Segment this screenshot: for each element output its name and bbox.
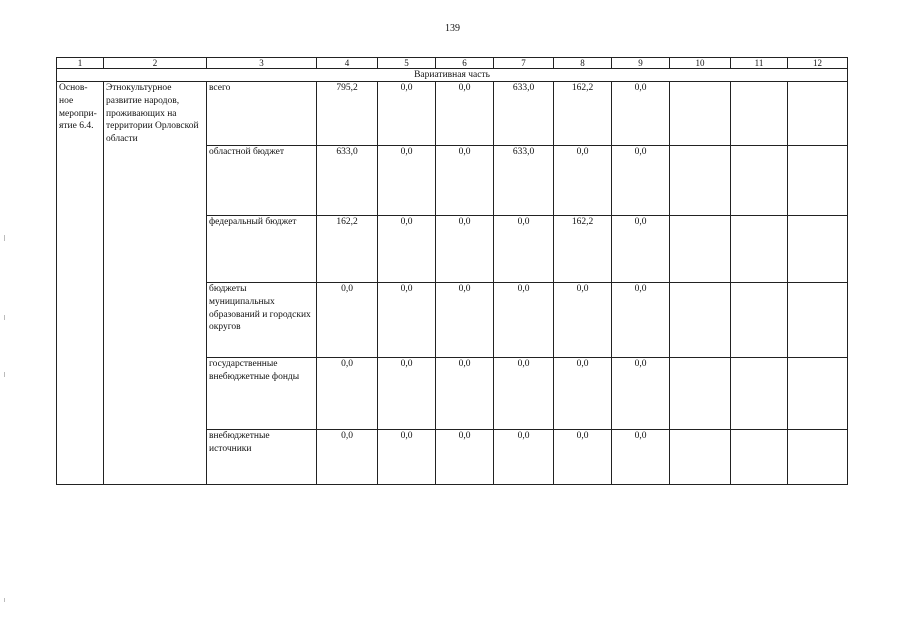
empty-cell — [788, 216, 848, 283]
value-cell: 0,0 — [612, 82, 670, 146]
column-number: 1 — [57, 58, 104, 69]
column-number: 12 — [788, 58, 848, 69]
column-number-row — [57, 58, 848, 69]
empty-cell — [670, 283, 731, 358]
value-cell: 0,0 — [436, 82, 494, 146]
value-cell: 0,0 — [612, 430, 670, 485]
value-cell: 0,0 — [554, 146, 612, 216]
value-cell: 162,2 — [554, 82, 612, 146]
value-cell: 0,0 — [436, 283, 494, 358]
value-cell: 0,0 — [436, 430, 494, 485]
value-cell: 0,0 — [554, 283, 612, 358]
value-cell: 0,0 — [378, 358, 436, 430]
empty-cell — [788, 283, 848, 358]
value-cell: 0,0 — [494, 430, 554, 485]
funding-source: бюджеты муниципальных образований и городских округов — [207, 283, 317, 358]
value-cell: 0,0 — [494, 358, 554, 430]
value-cell: 0,0 — [378, 82, 436, 146]
column-number: 5 — [378, 58, 436, 69]
section-title: Вариативная часть — [57, 69, 848, 82]
column-number: 2 — [104, 58, 207, 69]
value-cell: 795,2 — [317, 82, 378, 146]
value-cell: 0,0 — [436, 146, 494, 216]
funding-source: внебюджетные источники — [207, 430, 317, 485]
empty-cell — [788, 146, 848, 216]
empty-cell — [670, 358, 731, 430]
value-cell: 633,0 — [317, 146, 378, 216]
column-number: 8 — [554, 58, 612, 69]
column-number: 3 — [207, 58, 317, 69]
value-cell: 633,0 — [494, 82, 554, 146]
budget-table — [56, 57, 848, 485]
value-cell: 0,0 — [436, 216, 494, 283]
activity-name: Этнокультурное развитие народов, проживающих на территории Орловской области — [104, 82, 207, 485]
value-cell: 0,0 — [494, 216, 554, 283]
empty-cell — [731, 82, 788, 146]
column-number: 10 — [670, 58, 731, 69]
value-cell: 0,0 — [378, 430, 436, 485]
funding-source: федеральный бюджет — [207, 216, 317, 283]
funding-source: государственные внебюджетные фонды — [207, 358, 317, 430]
page-number: 139 — [445, 23, 460, 34]
value-cell: 0,0 — [554, 430, 612, 485]
empty-cell — [788, 82, 848, 146]
empty-cell — [731, 146, 788, 216]
value-cell: 0,0 — [378, 216, 436, 283]
table-row — [57, 82, 848, 146]
value-cell: 0,0 — [612, 146, 670, 216]
empty-cell — [670, 82, 731, 146]
empty-cell — [731, 358, 788, 430]
value-cell: 162,2 — [554, 216, 612, 283]
empty-cell — [788, 358, 848, 430]
value-cell: 0,0 — [378, 283, 436, 358]
column-number: 7 — [494, 58, 554, 69]
empty-cell — [731, 216, 788, 283]
value-cell: 0,0 — [612, 358, 670, 430]
empty-cell — [731, 283, 788, 358]
funding-source: областной бюджет — [207, 146, 317, 216]
empty-cell — [670, 430, 731, 485]
value-cell: 0,0 — [554, 358, 612, 430]
column-number: 4 — [317, 58, 378, 69]
value-cell: 0,0 — [612, 216, 670, 283]
empty-cell — [670, 146, 731, 216]
section-row — [57, 69, 848, 82]
scan-margin-mark — [4, 598, 5, 602]
value-cell: 0,0 — [612, 283, 670, 358]
empty-cell — [670, 216, 731, 283]
column-number: 6 — [436, 58, 494, 69]
scan-margin-mark — [4, 372, 5, 377]
value-cell: 0,0 — [494, 283, 554, 358]
empty-cell — [788, 430, 848, 485]
empty-cell — [731, 430, 788, 485]
funding-source: всего — [207, 82, 317, 146]
value-cell: 0,0 — [317, 358, 378, 430]
activity-code: Основ-ное меропри-ятие 6.4. — [57, 82, 104, 485]
scan-margin-mark — [4, 235, 5, 241]
scan-margin-mark — [4, 315, 5, 320]
column-number: 9 — [612, 58, 670, 69]
value-cell: 0,0 — [436, 358, 494, 430]
column-number: 11 — [731, 58, 788, 69]
value-cell: 162,2 — [317, 216, 378, 283]
value-cell: 0,0 — [317, 430, 378, 485]
value-cell: 0,0 — [317, 283, 378, 358]
value-cell: 0,0 — [378, 146, 436, 216]
value-cell: 633,0 — [494, 146, 554, 216]
